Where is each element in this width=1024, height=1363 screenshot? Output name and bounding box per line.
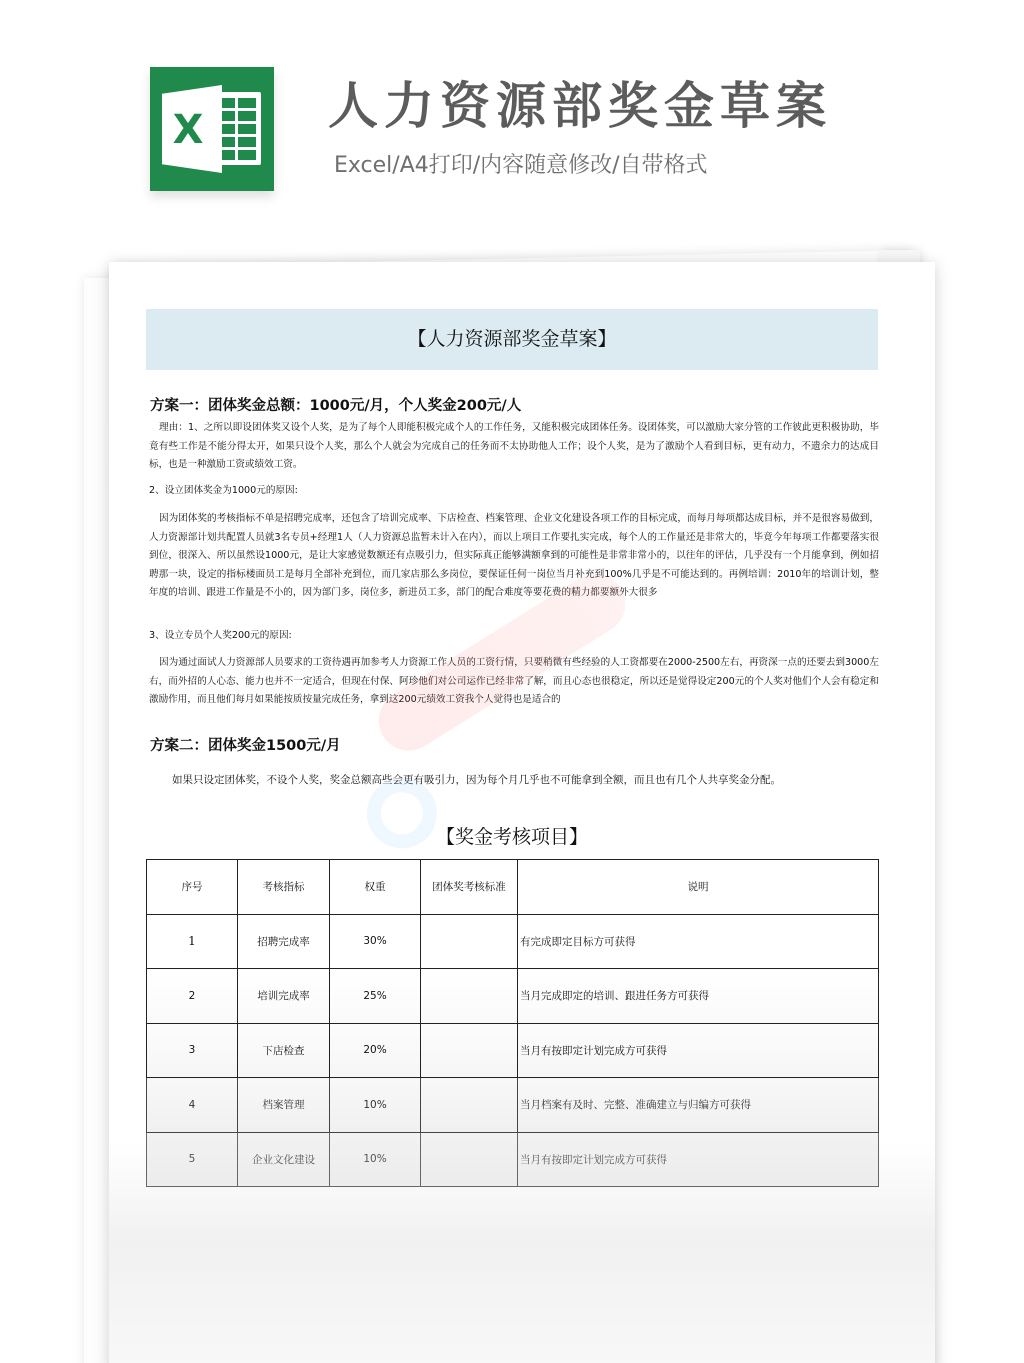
header-weight: 权重 — [330, 860, 421, 915]
cell-no: 1 — [147, 914, 238, 969]
table-row — [147, 1023, 879, 1078]
plan1-reason3: 因为通过面试人力资源部人员要求的工资待遇再加参考人力资源工作人员的工资行情，只要稍微有些经验的人工资都要在2000-2500左右，再资深一点的还要去到3000左右，而外招的人心态、能力也并不一定适合，但现在付保、阿珍他们对公司运作已经非常了解，而且心态也很稳定，所以还是觉得设定200元的个人奖对他们个人会有稳定和激励作用，而且他们每月如果能按质按量完成任务，拿到这200元绩效工资我个人觉得也是适合的 — [149, 657, 879, 705]
cell-note: 当月完成即定的培训、跟进任务方可获得 — [518, 969, 879, 1024]
table-row — [147, 914, 879, 969]
cell-weight: 10% — [330, 1078, 421, 1133]
table-row — [147, 1078, 879, 1133]
cell-standard — [421, 1078, 518, 1133]
cell-no: 3 — [147, 1023, 238, 1078]
cell-standard — [421, 969, 518, 1024]
header-note: 说明 — [518, 860, 879, 915]
cell-weight: 20% — [330, 1023, 421, 1078]
table-row — [147, 969, 879, 1024]
header-indicator: 考核指标 — [238, 860, 330, 915]
cell-weight: 25% — [330, 969, 421, 1024]
cell-no: 4 — [147, 1078, 238, 1133]
cell-note: 当月档案有及时、完整、准确建立与归编方可获得 — [518, 1078, 879, 1133]
cell-standard — [421, 1023, 518, 1078]
plan2-text: 如果只设定团体奖，不设个人奖，奖金总额高些会更有吸引力，因为每个月几乎也不可能拿到全额，而且也有几个人共享奖金分配。 — [172, 774, 781, 786]
plan1-reason2-label: 2、设立团体奖金为1000元的原因: — [149, 485, 298, 496]
cell-indicator: 培训完成率 — [238, 969, 330, 1024]
cell-no: 5 — [147, 1132, 238, 1187]
cell-note: 当月有按即定计划完成方可获得 — [518, 1132, 879, 1187]
cell-weight: 30% — [330, 914, 421, 969]
plan1-reason3-label: 3、设立专员个人奖200元的原因: — [149, 630, 292, 641]
cell-standard — [421, 914, 518, 969]
document-title: 【人力资源部奖金草案】 — [146, 309, 878, 370]
banner-subtitle: Excel/A4打印/内容随意修改/自带格式 — [334, 153, 708, 178]
plan2-heading: 方案二：团体奖金1500元/月 — [150, 738, 341, 754]
cell-indicator: 企业文化建设 — [238, 1132, 330, 1187]
logo-grid-icon — [216, 98, 256, 160]
plan1-reason1: 理由：1、之所以即设团体奖又设个人奖，是为了每个人即能积极完成个人的工作任务，又能积极完成团体任务。设团体奖，可以激励大家分管的工作彼此更积极协助，毕竟有些工作是不能分得太开，如果只设个人奖，那么个人就会为完成自己的任务而不太协助他人工作；设个人奖，是为了激励个人看到目标，更有动力，不遗余力的达成目标，也是一种激励工资或绩效工资。 — [149, 422, 879, 470]
cell-note: 有完成即定目标方可获得 — [518, 914, 879, 969]
evaluation-table — [146, 859, 879, 1187]
header-standard: 团体奖考核标准 — [421, 860, 518, 915]
header-no: 序号 — [147, 860, 238, 915]
cell-no: 2 — [147, 969, 238, 1024]
cell-indicator: 档案管理 — [238, 1078, 330, 1133]
cell-standard — [421, 1132, 518, 1187]
cell-weight: 10% — [330, 1132, 421, 1187]
banner-title: 人力资源部奖金草案 — [328, 77, 832, 135]
cell-indicator: 下店检查 — [238, 1023, 330, 1078]
table-header-row — [147, 860, 879, 915]
excel-logo-icon — [150, 67, 274, 191]
logo-x-letter: X — [172, 107, 204, 153]
plan1-reason2: 因为团体奖的考核指标不单是招聘完成率，还包含了培训完成率、下店检查、档案管理、企业文化建设各项工作的目标完成，而每月每项都达成目标，并不是很容易做到，人力资源部计划共配置人员就3名专员+经理1人（人力资源总监暂未计入在内），而以上项目工作要扎实完成，每个人的工作量还是非常大的，毕竟今年每项工作都要落实很到位，很深入、所以虽然设1000元，是让大家感觉数额还有点吸引力，但实际真正能够满额拿到的可能性是非常非常小的，以往年的评估，几乎没有一个月能拿到，例如招聘那一块，设定的指标楼面员工是每月全部补充到位，而几家店那么多岗位，要保证任何一岗位当月补充到100%几乎是不可能达到的。再例培训：2010年的培训计划，整年度的培训、跟进工作量是不小的，因为部门多，岗位多，新进员工多，部门的配合难度等要花费的精力都要额外大很多 — [149, 513, 879, 598]
cell-note: 当月有按即定计划完成方可获得 — [518, 1023, 879, 1078]
plan1-heading: 方案一：团体奖金总额：1000元/月，个人奖金200元/人 — [150, 398, 522, 414]
table-title: 【奖金考核项目】 — [435, 826, 588, 848]
cell-indicator: 招聘完成率 — [238, 914, 330, 969]
table-row — [147, 1132, 879, 1187]
